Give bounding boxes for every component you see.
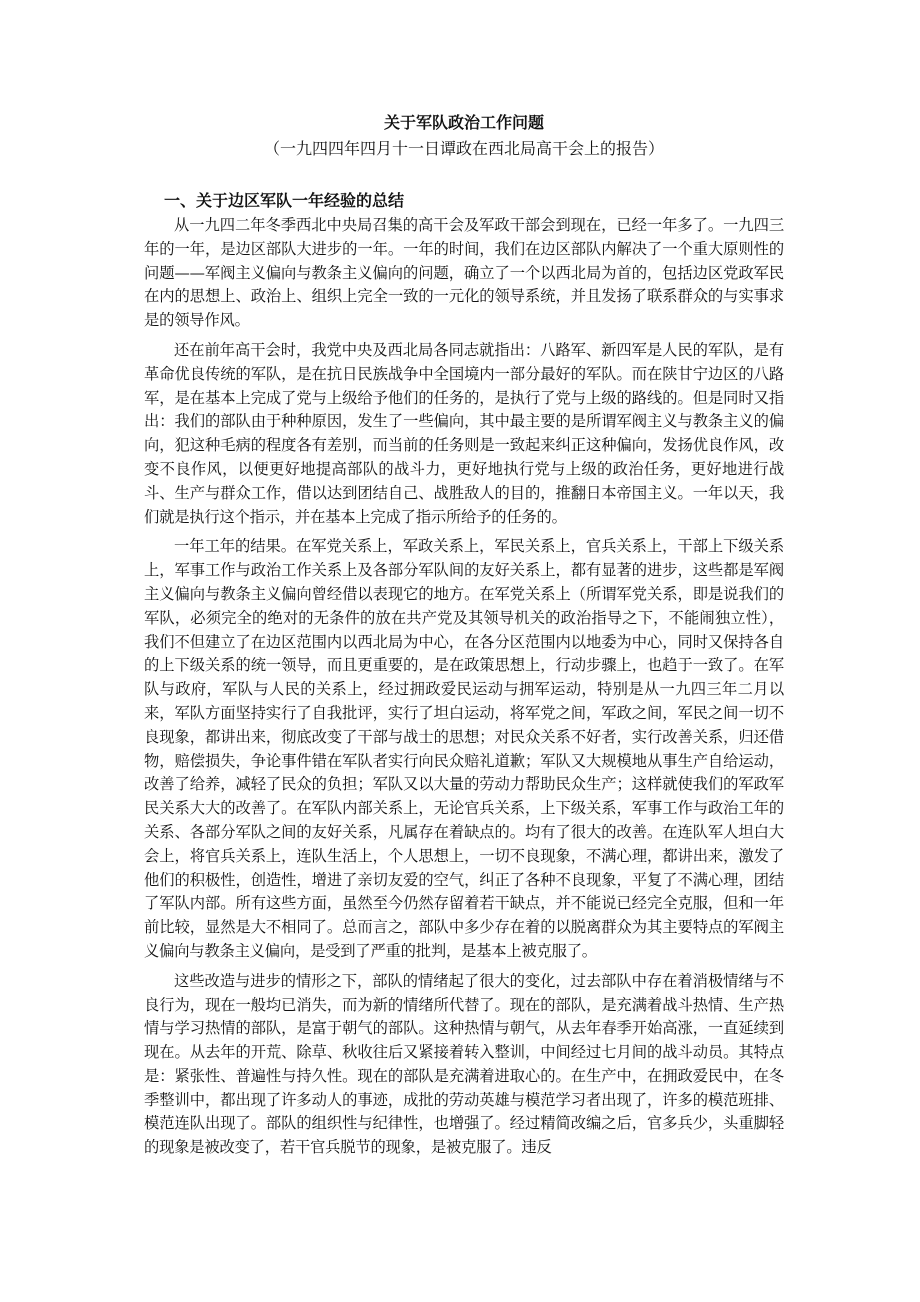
document-page: [144, 110, 784, 1160]
paragraph-3: 一年工年的结果。在军党关系上，军政关系上，军民关系上，官兵关系上，干部上下级关系上，军事工作与政治工作关系上及各部分军队间的友好关系上，都有显著的进步，这些都是军阀主义偏向与教条主义偏向曾经借以表现它的地方。在军党关系上（所谓军党关系，即是说我们的军队，必须完全的绝对的无条件的放在共产党及其领导机关的政治指导之下，不能闹独立性），我们不但建立了在边区范围内以西北局为中心，在各分区范围内以地委为中心，同时又保持各自的上下级关系的统一领导，而且更重要的，是在政策思想上，行动步骤上，也趋于一致了。在军队与政府，军队与人民的关系上，经过拥政爱民运动与拥军运动，特别是从一九四三年二月以来，军队方面坚持实行了自我批评，实行了坦白运动，将军党之间，军政之间，军民之间一切不良现象，都讲出来，彻底改变了干部与战士的思想；对民众关系不好者，实行改善关系，归还借物，赔偿损失，争论事件错在军队者实行向民众赔礼道歉；军队又大规模地从事生产自给运动，改善了给养，减轻了民众的负担；军队又以大量的劳动力帮助民众生产；这样就使我们的军政军民关系大大的改善了。在军队内部关系上，无论官兵关系，上下级关系，军事工作与政治工年的关系、各部分军队之间的友好关系，凡属存在着缺点的。均有了很大的改善。在连队军人坦白大会上，将官兵关系上，连队生活上，个人思想上，一切不良现象，不满心理，都讲出来，激发了他们的积极性，创造性，增进了亲切友爱的空气，纠正了各种不良现象，平复了不满心理，团结了军队内部。所有这些方面，虽然至今仍然存留着若干缺点，并不能说已经完全克服，但和一年前比较，显然是大不相同了。总而言之，部队中多少存在着的以脱离群众为其主要特点的军阀主义偏向与教条主义偏向，是受到了严重的批判，是基本上被克服了。: [144, 537, 784, 960]
document-subtitle: （一九四四年四月十一日谭政在西北局高干会上的报告）: [263, 139, 664, 158]
document-title: 关于军队政治工作问题: [383, 113, 544, 132]
paragraph-2: 还在前年高干会时，我党中央及西北局各同志就指出：八路军、新四军是人民的军队，是有革命优良传统的军队，是在抗日民族战争中全国境内一部分最好的军队。而在陕甘宁边区的八路军，是在基本上完成了党与上级给予他们的任务的，是执行了党与上级的路线的。但是同时又指出：我们的部队由于种种原因，发生了一些偏向，其中最主要的是所谓军阀主义与教条主义的偏向，犯这种毛病的程度各有差别，而当前的任务则是一致起来纠正这种偏向，发扬优良作风，改变不良作风，以便更好地提高部队的战斗力，更好地执行党与上级的政治任务，更好地进行战斗、生产与群众工作，借以达到团结自己、战胜敌人的目的，推翻日本帝国主义。一年以天，我们就是执行这个指示，并在基本上完成了指示所给予的任务的。: [144, 340, 784, 526]
paragraph-4: 这些改造与进步的情形之下，部队的情绪起了很大的变化，过去部队中存在着消极情绪与不良行为，现在一般均已消失，而为新的情绪所代替了。现在的部队，是充满着战斗热情、生产热情与学习热情的部队，是富于朝气的部队。这种热情与朝气，从去年春季开始高涨，一直延续到现在。从去年的开荒、除草、秋收往后又紧接着转入整训，中间经过七月间的战斗动员。其特点是：紧张性、普遍性与持久性。现在的部队是充满着进取心的。在生产中，在拥政爱民中，在冬季整训中，都出现了许多动人的事迹，成批的劳动英雄与模范学习者出现了，许多的模范班排、模范连队出现了。部队的组织性与纪律性，也增强了。经过精简改编之后，官多兵少，头重脚轻的现象是被改变了，若干官兵脱节的现象，是被克服了。违反: [144, 971, 784, 1157]
paragraph-1: 从一九四二年冬季西北中央局召集的高干会及军政干部会到现在，已经一年多了。一九四三年的一年，是边区部队大进步的一年。一年的时间，我们在边区部队内解决了一个重大原则性的问题——军阀主义偏向与教条主义偏向的问题，确立了一个以西北局为首的，包括边区党政军民在内的思想上、政治上、组织上完全一致的一元化的领导系统，并且发扬了联系群众的与实事求是的领导作风。: [144, 216, 784, 330]
section-heading: 一、关于边区军队一年经验的总结: [164, 191, 405, 210]
